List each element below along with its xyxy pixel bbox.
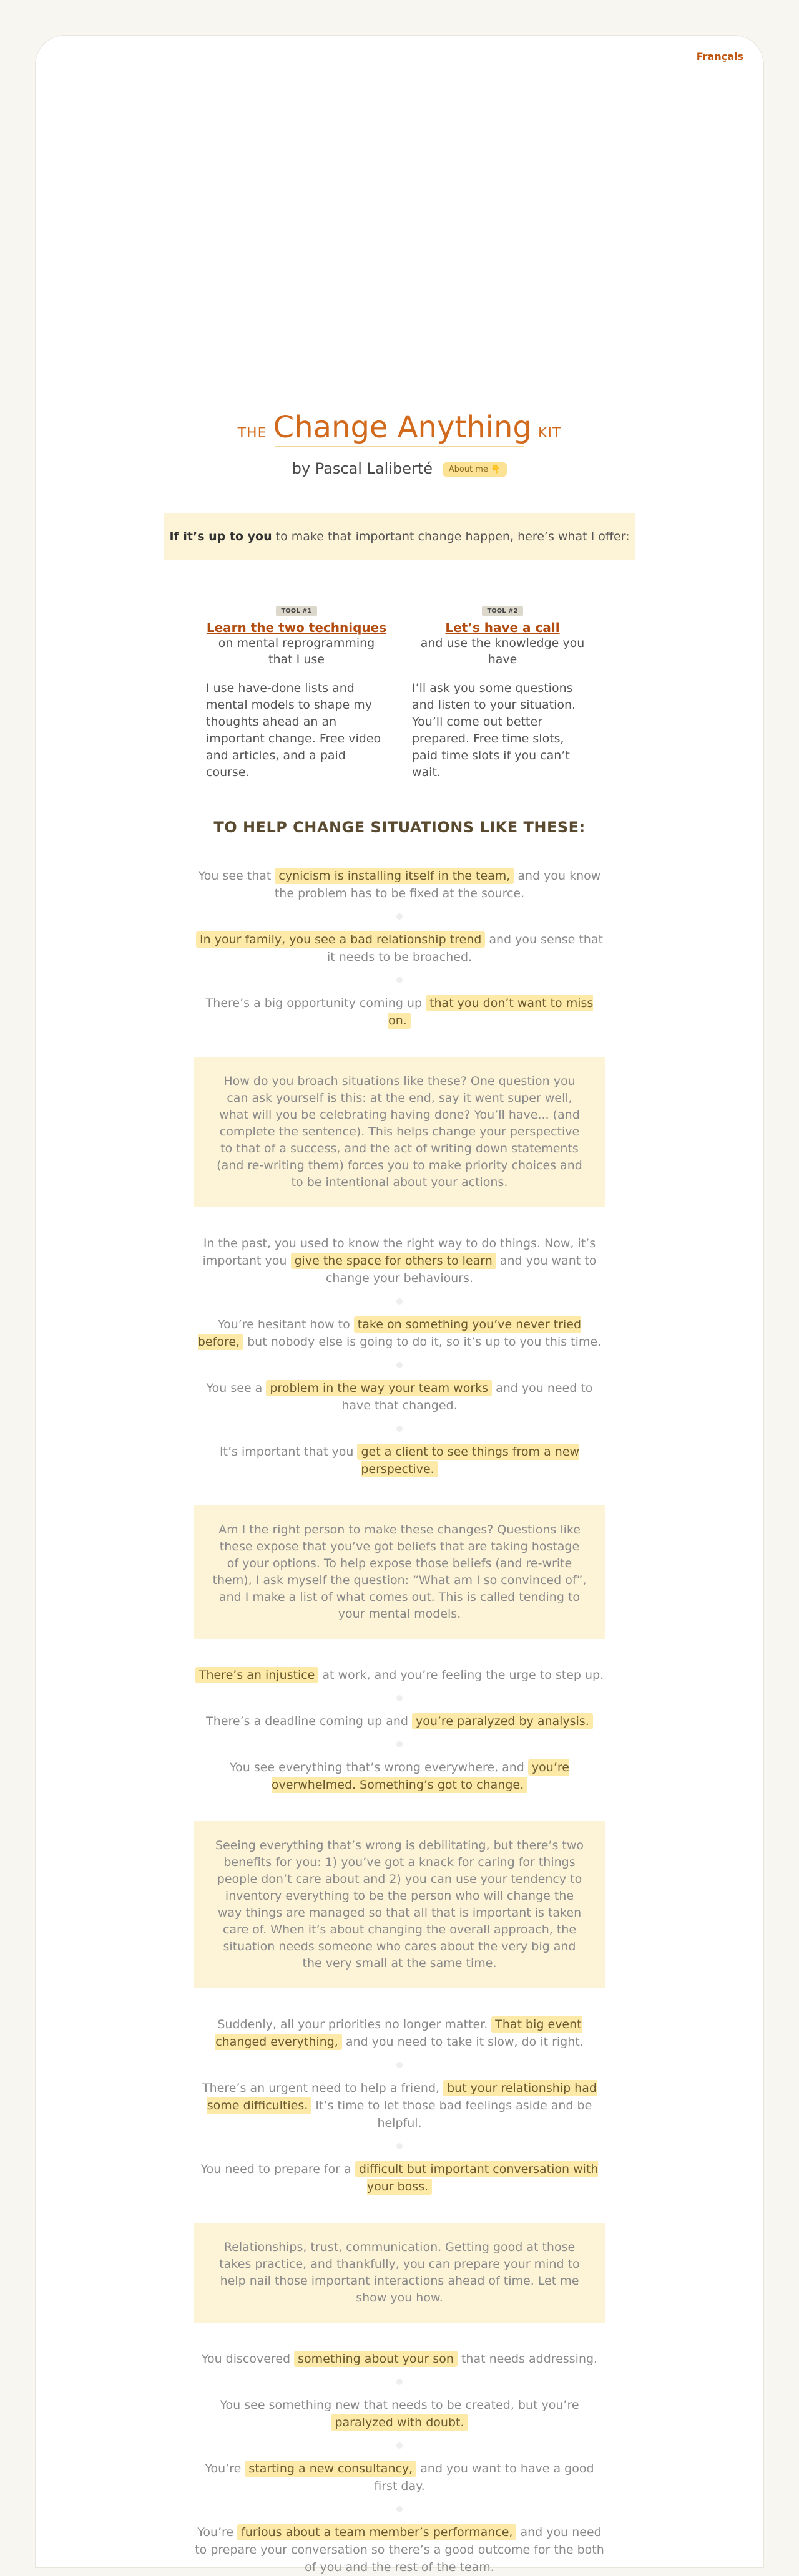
situation-text: You see a <box>206 1381 267 1395</box>
situation-highlight: take on something you’ve never tried before, <box>197 1318 582 1349</box>
situation-text: and you sense that it needs to be broached. <box>326 933 603 964</box>
situation-highlight: That big event changed everything, <box>215 2018 582 2049</box>
byline <box>36 460 763 477</box>
situation-highlight: furious about a team member’s performance, <box>237 2524 516 2540</box>
situation-highlight: something about your son <box>294 2351 458 2367</box>
situation-text: Suddenly, all your priorities no longer matter. <box>217 2018 492 2031</box>
tool-card-1 <box>206 603 387 781</box>
situation-highlight: that you don’t want to miss on. <box>388 996 594 1028</box>
situation-highlight: starting a new consultancy, <box>245 2461 416 2477</box>
title-underline <box>275 446 524 447</box>
have-a-call-link[interactable]: Let’s have a call <box>445 620 560 635</box>
situation-item <box>194 2396 605 2431</box>
page-card <box>35 35 764 2574</box>
situation-highlight: you’re paralyzed by analysis. <box>412 1713 593 1729</box>
situation-text: You see something new that needs to be created, but you’re <box>220 2398 579 2412</box>
situation-highlight: get a client to see things from a new perspective. <box>357 1444 579 1477</box>
separator-dot <box>396 1362 403 1368</box>
situation-text: You see that <box>198 869 275 883</box>
situation-item <box>194 931 605 966</box>
title-the: THE <box>237 425 267 441</box>
offer-text: to make that important change happen, here’s what I offer: <box>272 530 630 543</box>
situation-text: You discovered <box>201 2352 295 2366</box>
situations-heading: TO HELP CHANGE SITUATIONS LIKE THESE: <box>213 819 586 836</box>
reflection-box: Relationships, trust, communication. Getting good at those takes practice, and thankfully, you can prepare your mind to help nail those important interactions ahead of time. Let me show you how. <box>194 2223 605 2323</box>
situation-text: You need to prepare for a <box>200 2162 355 2176</box>
situation-highlight: There’s an injustice <box>195 1667 319 1683</box>
separator-dot <box>396 2143 403 2149</box>
offer-bold: If it’s up to you <box>169 530 272 543</box>
separator-dot <box>396 2506 403 2512</box>
situation-item <box>194 994 605 1029</box>
situation-item <box>194 1235 605 1287</box>
situation-highlight: give the space for others to learn <box>291 1253 496 1269</box>
situation-text: and you need to have that changed. <box>341 1381 593 1412</box>
situation-item <box>194 1713 605 1730</box>
situation-text: It’s important that you <box>219 1445 358 1459</box>
situation-text: and you know the problem has to be fixed at the source. <box>274 869 601 900</box>
reflection-box: Seeing everything that’s wrong is debilitating, but there’s two benefits for you: 1) you’ve got a knack for caring for things people don’t care about and 2) you can use your tendency to inventory everything to be the person who will change the way things are managed so that all that is important is taken care of. When it’s about changing the overall approach, the situation needs someone who cares about the very big and the very small at the same time. <box>194 1821 605 1988</box>
offer-banner <box>164 513 635 560</box>
situation-text: You’re <box>197 2525 238 2539</box>
title-main: Change Anything <box>273 410 532 445</box>
separator-dot <box>396 1298 403 1305</box>
situations-list <box>194 867 605 2576</box>
tool-description: I use have-done lists and mental models to shape my thoughts ahead an an important change. Free video and articles, and a paid course. <box>206 681 381 779</box>
situation-text: that needs addressing. <box>457 2352 598 2366</box>
situation-item <box>194 1759 605 1794</box>
situation-text: There’s a big opportunity coming up <box>205 996 426 1010</box>
situation-text: You see everything that’s wrong everywhere, and <box>230 1761 528 1774</box>
situation-text: You’re hesitant how to <box>217 1318 354 1331</box>
situation-item <box>194 1316 605 1351</box>
situation-item <box>194 2079 605 2132</box>
separator-dot <box>396 2379 403 2385</box>
main-content <box>36 410 763 2576</box>
situation-text: at work, and you’re feeling the urge to step up. <box>318 1668 604 1682</box>
tool-subtitle: and use the knowledge you have <box>420 636 585 666</box>
language-switch-link[interactable]: Français <box>696 51 743 62</box>
situation-text: and you want to have a good first day. <box>374 2462 594 2493</box>
tool-subtitle: on mental reprogramming that I use <box>218 636 375 666</box>
situation-text: and you need to take it slow, do it right. <box>341 2035 584 2049</box>
situation-text: In the past, you used to know the right way to do things. Now, it’s important you <box>202 1237 596 1268</box>
separator-dot <box>396 977 403 983</box>
title-kit: KIT <box>538 425 562 441</box>
situation-item <box>194 2016 605 2051</box>
situation-highlight: cynicism is installing itself in the team, <box>275 868 514 884</box>
situation-item <box>194 1666 605 1684</box>
author-name: by Pascal Laliberté <box>292 460 433 477</box>
reflection-box: How do you broach situations like these? One question you can ask yourself is this: at the end, say it went super well, what will you be celebrating having done? You’ll have... (and complete the sentence). This helps change your perspective to that of a success, and the act of writing down statements (and re-writing them) forces you to make priority choices and to be intentional about your actions. <box>194 1057 605 1207</box>
situation-item <box>194 1379 605 1414</box>
separator-dot <box>396 2442 403 2449</box>
tool-badge: TOOL #2 <box>482 606 522 616</box>
separator-dot <box>396 2062 403 2068</box>
separator-dot <box>396 1741 403 1747</box>
situation-text: It’s time to let those bad feelings aside and be helpful. <box>311 2099 592 2130</box>
situation-highlight: you’re overwhelmed. Something’s got to change. <box>271 1761 569 1792</box>
separator-dot <box>396 913 403 920</box>
situation-text: There’s a deadline coming up and <box>206 1714 412 1728</box>
situation-highlight: In your family, you see a bad relationship trend <box>196 931 485 948</box>
situation-item <box>194 867 605 902</box>
situation-highlight: paralyzed with doubt. <box>331 2414 468 2431</box>
situation-item <box>194 2160 605 2195</box>
situation-item <box>194 2524 605 2576</box>
situation-text: and you want to change your behaviours. <box>325 1254 597 1285</box>
situation-highlight: problem in the way your team works <box>266 1380 492 1396</box>
situation-highlight: difficult but important conversation with your boss. <box>355 2161 599 2195</box>
situation-item <box>194 1443 605 1478</box>
reflection-box: Am I the right person to make these changes? Questions like these expose that you’ve got beliefs that are taking hostage of your options. To help expose those beliefs (and re-write them), I ask myself the question: “What am I so convinced of”, and I make a list of what comes out. This is called tending to your mental models. <box>194 1505 605 1639</box>
page-title <box>36 410 763 445</box>
situation-text: but nobody else is going to do it, so it’s up to you this time. <box>243 1335 602 1349</box>
tools-row <box>206 603 593 781</box>
learn-techniques-link[interactable]: Learn the two techniques <box>206 620 387 635</box>
situation-text: You’re <box>205 2462 245 2476</box>
tool-badge: TOOL #1 <box>276 606 316 616</box>
tool-card-2 <box>412 603 593 781</box>
situation-item <box>194 2460 605 2495</box>
situation-text: There’s an urgent need to help a friend, <box>202 2081 444 2095</box>
situation-text: and you need to prepare your conversation so there’s a good outcome for the both of you and the rest of the team. <box>195 2525 604 2574</box>
tool-description: I’ll ask you some questions and listen to your situation. You’ll come out better prepared. Free time slots, paid time slots if you can’t wait. <box>412 681 576 779</box>
situation-highlight: but your relationship had some difficulties. <box>207 2081 597 2112</box>
situation-item <box>194 2350 605 2368</box>
about-me-button[interactable]: About me 👇 <box>443 462 507 477</box>
separator-dot <box>396 1426 403 1432</box>
separator-dot <box>396 1695 403 1701</box>
